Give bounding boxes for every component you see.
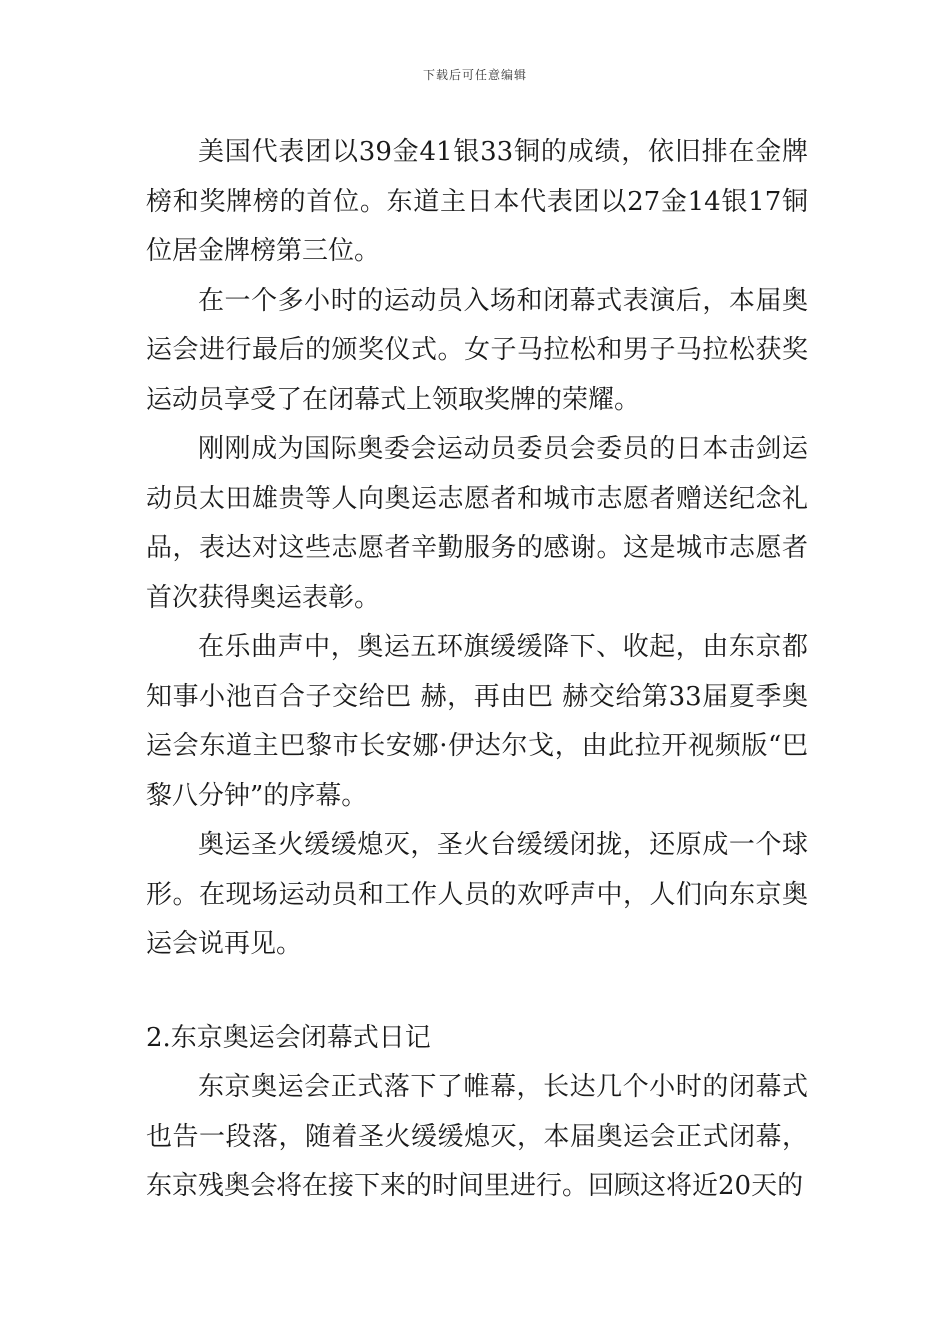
header-note: 下载后可任意编辑 (422, 68, 527, 82)
paragraph: 刚刚成为国际奥委会运动员委员会委员的日本击剑运动员太田雄贵等人向奥运志愿者和城市志愿者赠送纪念礼品，表达对这些志愿者辛勤服务的感谢。这是城市志愿者首次获得奥运表彰。 (146, 434, 808, 613)
section-spacer (146, 970, 808, 1014)
paragraph: 在乐曲声中，奥运五环旗缓缓降下、收起，由东京都知事小池百合子交给巴 赫，再由巴 赫交给第33届夏季奥运会东道主巴黎市长安娜·伊达尔戈，由此拉开视频版“巴黎八分钟”的序幕。 (146, 632, 808, 811)
section-title: 2.东京奥运会闭幕式日记 (146, 1022, 431, 1053)
paragraph: 美国代表团以39金41银33铜的成绩，依旧排在金牌榜和奖牌榜的首位。东道主日本代表团以27金14银17铜位居金牌榜第三位。 (146, 137, 808, 266)
paragraph: 在一个多小时的运动员入场和闭幕式表演后，本届奥运会进行最后的颁奖仪式。女子马拉松和男子马拉松获奖运动员享受了在闭幕式上领取奖牌的荣耀。 (146, 285, 808, 415)
document-body (146, 128, 808, 1212)
paragraph: 东京奥运会正式落下了帷幕，长达几个小时的闭幕式也告一段落，随着圣火缓缓熄灭，本届奥运会正式闭幕，东京残奥会将在接下来的时间里进行。回顾这将近20天的 (146, 1072, 808, 1201)
paragraph: 奥运圣火缓缓熄灭，圣火台缓缓闭拢，还原成一个球形。在现场运动员和工作人员的欢呼声中，人们向东京奥运会说再见。 (146, 830, 808, 959)
